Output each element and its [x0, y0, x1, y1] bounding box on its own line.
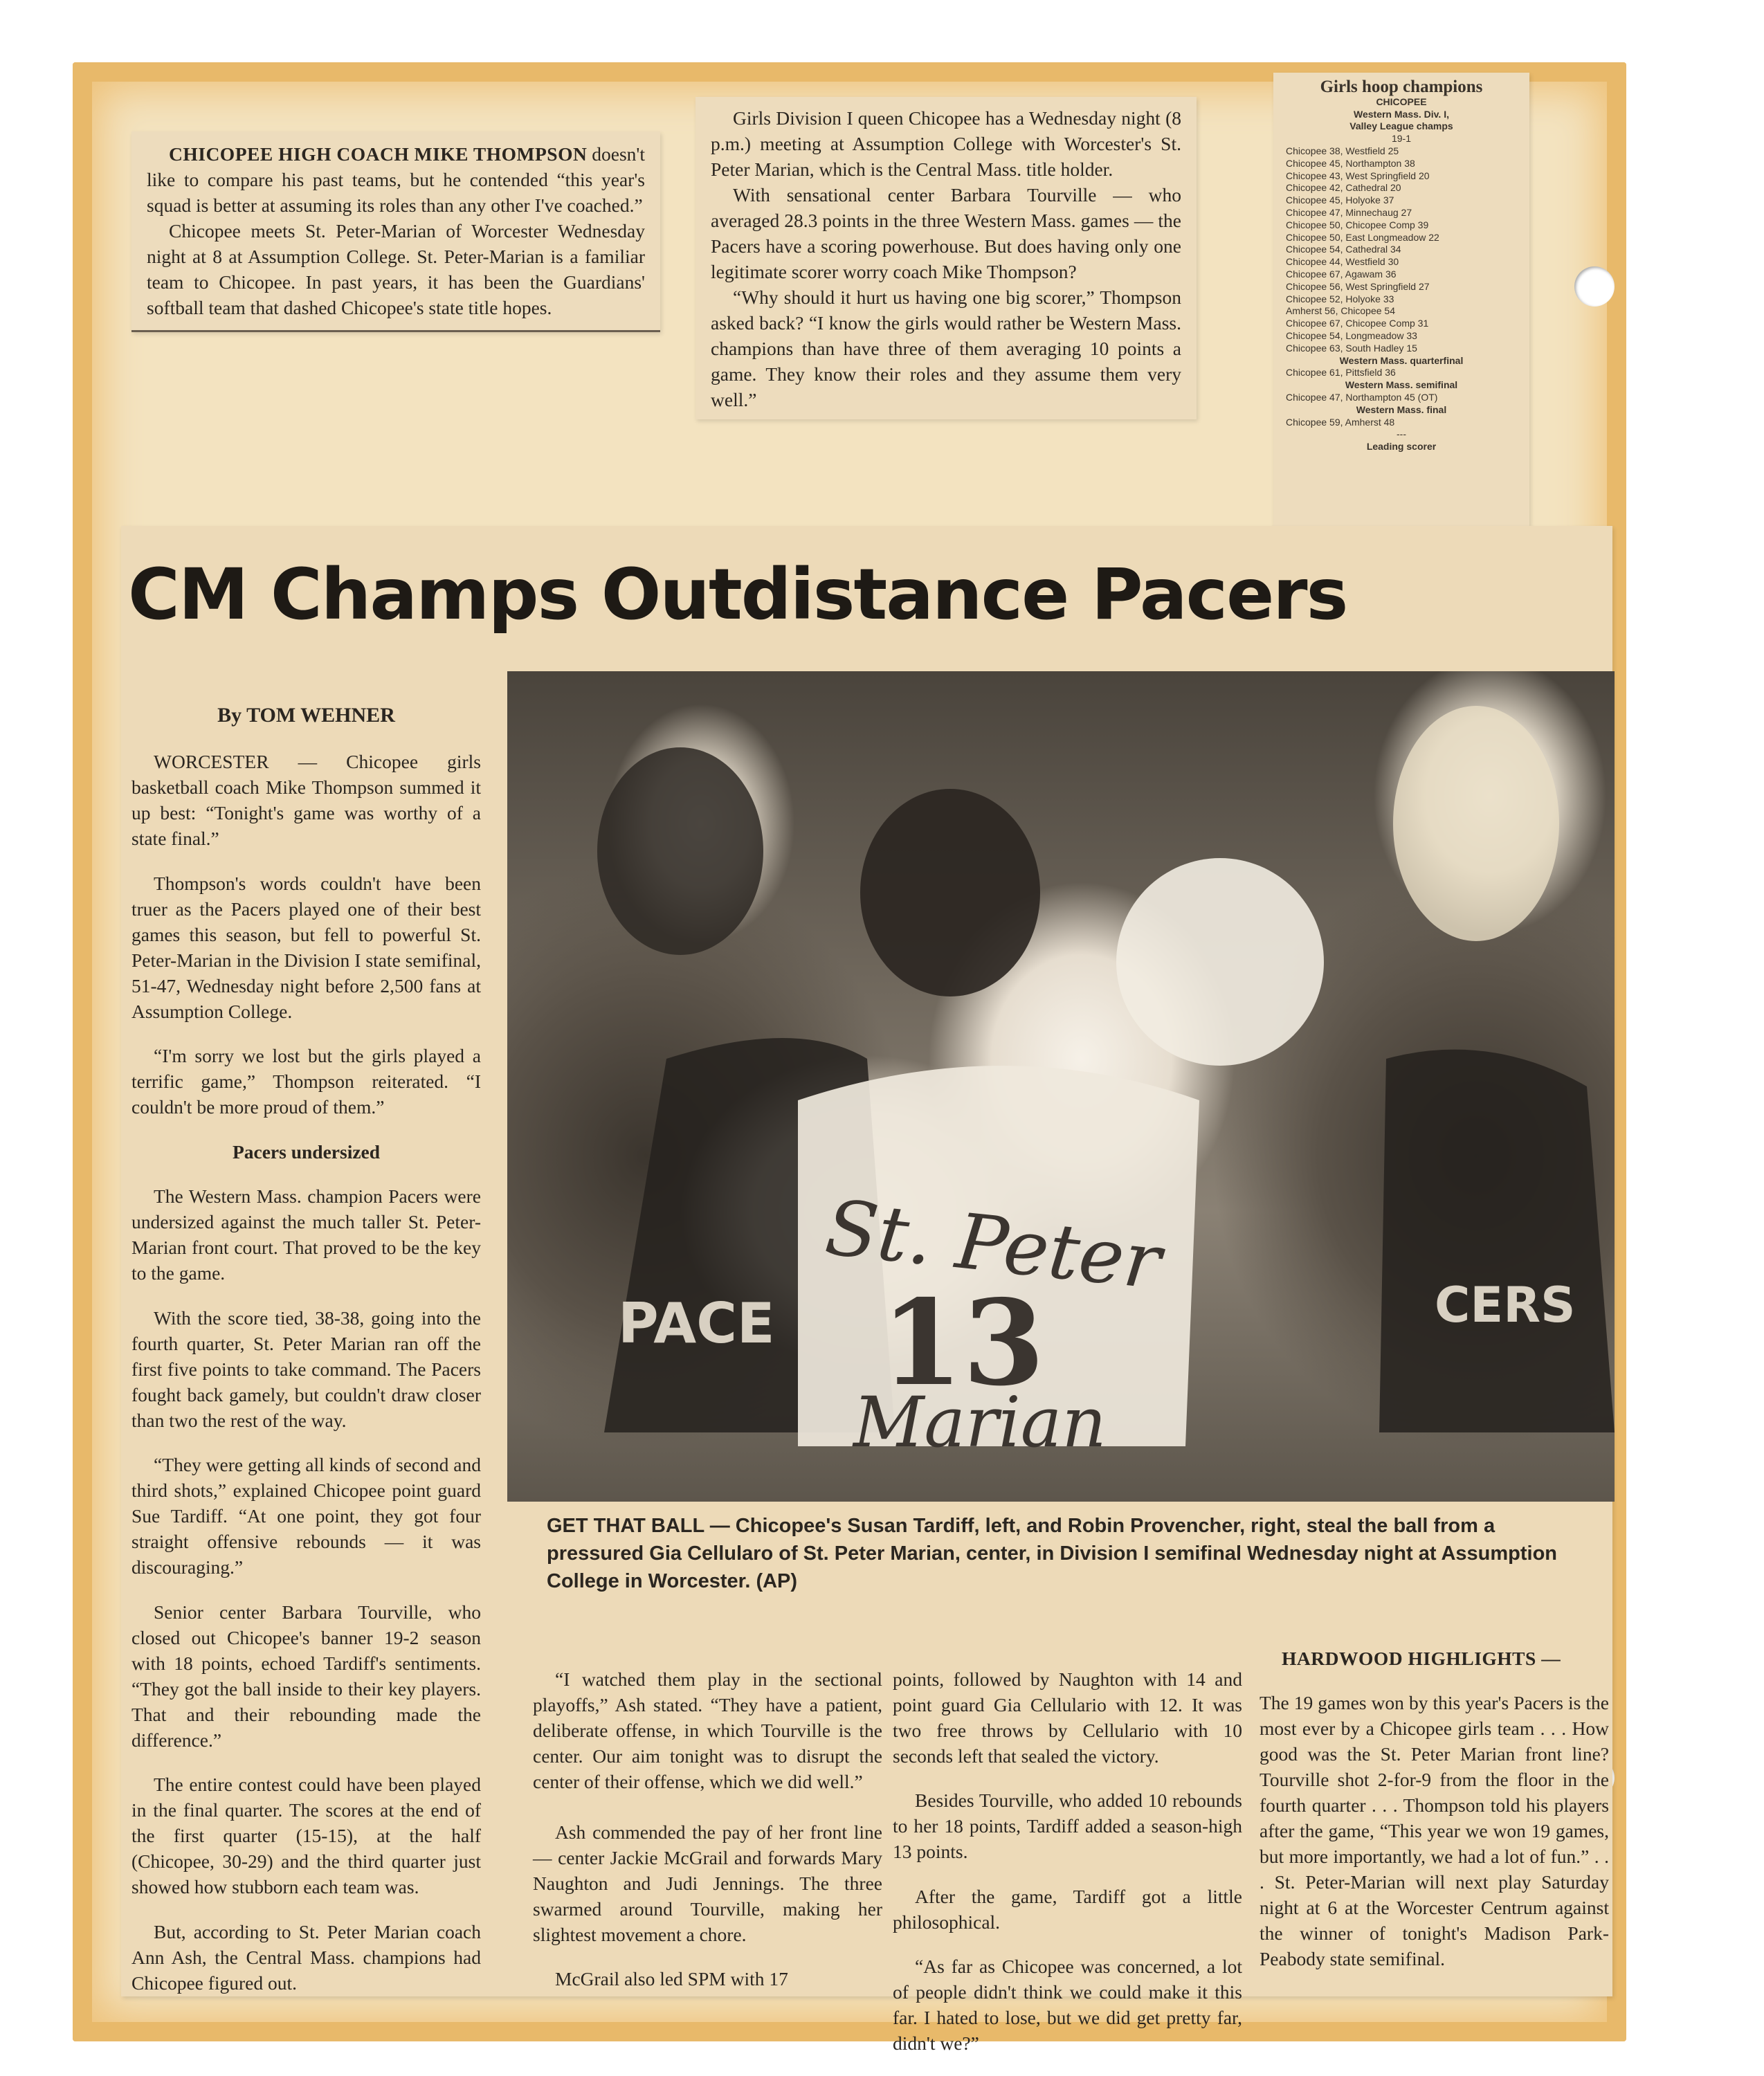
clipping-text: “Why should it hurt us having one big scorer,” Thompson asked back? “I know the girls would rather be Western Mass. champions than have three of them averaging 10 points a game. They know their roles and they assume them very well.”	[711, 286, 1181, 410]
clipping-coach-thompson	[131, 131, 660, 332]
jersey-text-bottom: Marian	[853, 1382, 1107, 1463]
article-paragraph: With the score tied, 38-38, going into the fourth quarter, St. Peter Marian ran off the first five points to take command. The Pacers fought back gamely, but couldn't draw closer than two the rest of the way.	[131, 1306, 481, 1431]
score-line: Chicopee 67, Agawam 36	[1286, 268, 1397, 280]
clipping-text: doesn't like to compare his past teams, but he contended “this year's squad is better at assuming its roles than any other I've coached.”	[147, 143, 645, 216]
score-line: Chicopee 44, Westfield 30	[1286, 256, 1399, 268]
scorebox-team: CHICOPEE	[1376, 95, 1427, 107]
score-line: Chicopee 59, Amherst 48	[1286, 416, 1395, 428]
scorebox-round-heading: Western Mass. quarterfinal	[1339, 354, 1464, 366]
scorebox-title: Girls hoop champions	[1320, 78, 1483, 96]
scorebox-girls-hoop-champions	[1273, 73, 1529, 526]
score-line: Chicopee 50, Chicopee Comp 39	[1286, 219, 1429, 230]
jersey-text-top: St. Peter	[821, 1183, 1165, 1306]
score-line: Chicopee 42, Cathedral 20	[1286, 182, 1401, 194]
article-paragraph: The entire contest could have been played in the final quarter. The scores at the end of the first quarter (15-15), at the half (Chicopee, 30-29) and the third quarter just showed how stubborn each team was.	[131, 1774, 481, 1897]
article-paragraph: Besides Tourville, who added 10 rebounds to her 18 points, Tardiff added a season-high 13 points.	[893, 1790, 1242, 1862]
score-line: Chicopee 67, Chicopee Comp 31	[1286, 318, 1429, 329]
score-line: Chicopee 61, Pittsfield 36	[1286, 367, 1396, 379]
score-line: Chicopee 52, Holyoke 33	[1286, 293, 1394, 304]
article-column-1	[131, 682, 481, 2014]
score-line: Chicopee 45, Holyoke 37	[1286, 194, 1394, 206]
score-line: Chicopee 47, Minnechaug 27	[1286, 206, 1412, 218]
article-paragraph: Thompson's words couldn't have been truer as the Pacers played one of their best games this season, but fell to powerful St. Peter-Marian in the Division I state semifinal, 51-47, Wednesday night before 2,500 fans at Assumption College.	[131, 872, 481, 1022]
score-line: Chicopee 38, Westfield 25	[1286, 145, 1399, 156]
score-line: Chicopee 43, West Springfield 20	[1286, 170, 1430, 181]
article-paragraph: WORCESTER — Chicopee girls basketball coach Mike Thompson summed it up best: “Tonight's game was worthy of a state final.”	[131, 751, 481, 849]
article-paragraph: McGrail also led SPM with 17	[555, 1968, 788, 1989]
article-paragraph: points, followed by Naughton with 14 and point guard Gia Cellulario with 12. It was two free throws by Cellulario with 10 seconds left that sealed the victory.	[893, 1668, 1242, 1767]
clipping-text: Chicopee meets St. Peter-Marian of Worcester Wednesday night at 8 at Assumption College. St. Peter-Marian is a familiar team to Chicopee. In past years, it has been the Guardians' softball team that dashed Chicopee's state title hopes.	[147, 220, 645, 318]
photo-illustration	[507, 671, 1615, 1502]
photo-caption: GET THAT BALL — Chicopee's Susan Tardiff, left, and Robin Provencher, right, steal the ball from a pressured Gia Cellularo of St. Peter Marian, center, in Division I semifinal Wednesday night at Assumption College in Worcester. (AP)	[547, 1515, 1558, 1592]
scorebox-round-heading: Western Mass. final	[1356, 403, 1447, 415]
score-line: Chicopee 47, Northampton 45 (OT)	[1286, 391, 1438, 403]
article-byline: By TOM WEHNER	[217, 704, 395, 727]
article-column-2	[533, 1647, 882, 2011]
article-paragraph: Ash commended the pay of her front line — center Jackie McGrail and forwards Mary Naughton and Judi Jennings. The three swarmed around Tourville, making her slightest movement a chore.	[533, 1821, 882, 1945]
scorebox-subtitle: Valley League champs	[1349, 120, 1453, 132]
scorebox-leading-scorer: Leading scorer	[1366, 441, 1437, 453]
hardwood-highlights-heading: HARDWOOD HIGHLIGHTS —	[1282, 1647, 1561, 1669]
article-column-4	[1260, 1626, 1609, 1991]
clipping-lead: CHICOPEE HIGH COACH MIKE THOMPSON	[169, 143, 588, 165]
article-paragraph: “I'm sorry we lost but the girls played a terrific game,” Thompson reiterated. “I couldn't be more proud of them.”	[131, 1045, 481, 1118]
jersey-text-left-player: PACE	[618, 1291, 775, 1356]
article-paragraph: “As far as Chicopee was concerned, a lot of people didn't think we could make it this far. I hated to lose, but we did get pretty far, didn't we?”	[893, 1956, 1242, 2054]
game-photo	[507, 671, 1615, 1502]
article-paragraph: After the game, Tardiff got a little philosophical.	[893, 1885, 1242, 1933]
scorebox-subtitle: Western Mass. Div. I,	[1354, 108, 1449, 120]
score-line: Chicopee 54, Cathedral 34	[1286, 244, 1401, 255]
score-line: Chicopee 45, Northampton 38	[1286, 157, 1415, 169]
binder-hole-top	[1574, 266, 1615, 307]
article-paragraph: But, according to St. Peter Marian coach Ann Ash, the Central Mass. champions had Chicopee figured out.	[131, 1920, 481, 1994]
article-subhead: Pacers undersized	[232, 1140, 381, 1163]
jersey-text-right-player: CERS	[1435, 1277, 1576, 1333]
score-line: Chicopee 56, West Springfield 27	[1286, 280, 1430, 292]
scorebox-divider: ---	[1397, 428, 1406, 440]
score-line: Chicopee 54, Longmeadow 33	[1286, 329, 1417, 341]
clipping-text: Girls Division I queen Chicopee has a Wednesday night (8 p.m.) meeting at Assumption College with Worcester's St. Peter Marian, which is the Central Mass. title holder.	[711, 107, 1181, 180]
jersey-number: 13	[881, 1274, 1045, 1412]
scorebox-record: 19-1	[1391, 133, 1412, 145]
score-line: Chicopee 63, South Hadley 15	[1286, 342, 1417, 354]
score-line: Amherst 56, Chicopee 54	[1286, 305, 1395, 317]
article-paragraph: The Western Mass. champion Pacers were undersized against the much taller St. Peter-Marian front court. That proved to be the key to the game.	[131, 1185, 481, 1284]
hardwood-highlights-text: The 19 games won by this year's Pacers is the most ever by a Chicopee girls team . . . How good was the St. Peter Marian front line? Tourville shot 2-for-9 from the floor in the fourth quarter . . . Thompson told his players after the game, “This year we won 19 games, but more importantly, we had a lot of fun.” . . . St. Peter-Marian will next play Saturday night at 6 at the Worcester Centrum against the winner of tonight's Madison Park-Peabody state semifinal.	[1260, 1692, 1609, 1969]
article-paragraph: Senior center Barbara Tourville, who closed out Chicopee's banner 19-2 season with 18 points, echoed Tardiff's sentiments. “They got the ball inside to their key players. That and their rebounding made the difference.”	[131, 1601, 481, 1751]
clipping-text: With sensational center Barbara Tourville — who averaged 28.3 points in the three Western Mass. games — the Pacers have a scoring powerhouse. But does having only one legitimate scorer worry coach Mike Thompson?	[711, 184, 1181, 282]
article-column-3	[893, 1647, 1242, 2075]
article-paragraph: “They were getting all kinds of second and third shots,” explained Chicopee point guard Sue Tardiff. “At one point, they got four straight offensive rebounds — it was discouraging.”	[131, 1454, 481, 1578]
article-paragraph: “I watched them play in the sectional playoffs,” Ash stated. “They have a patient, deliberate offense, in which Tourville is the center. Our aim tonight was to disrupt the center of their offense, which we did well.”	[533, 1668, 882, 1792]
article-headline: CM Champs Outdistance Pacers	[128, 554, 1347, 636]
score-line: Chicopee 50, East Longmeadow 22	[1286, 231, 1439, 243]
scorebox-round-heading: Western Mass. semifinal	[1345, 379, 1458, 391]
clipping-chicopee-preview	[695, 97, 1197, 419]
